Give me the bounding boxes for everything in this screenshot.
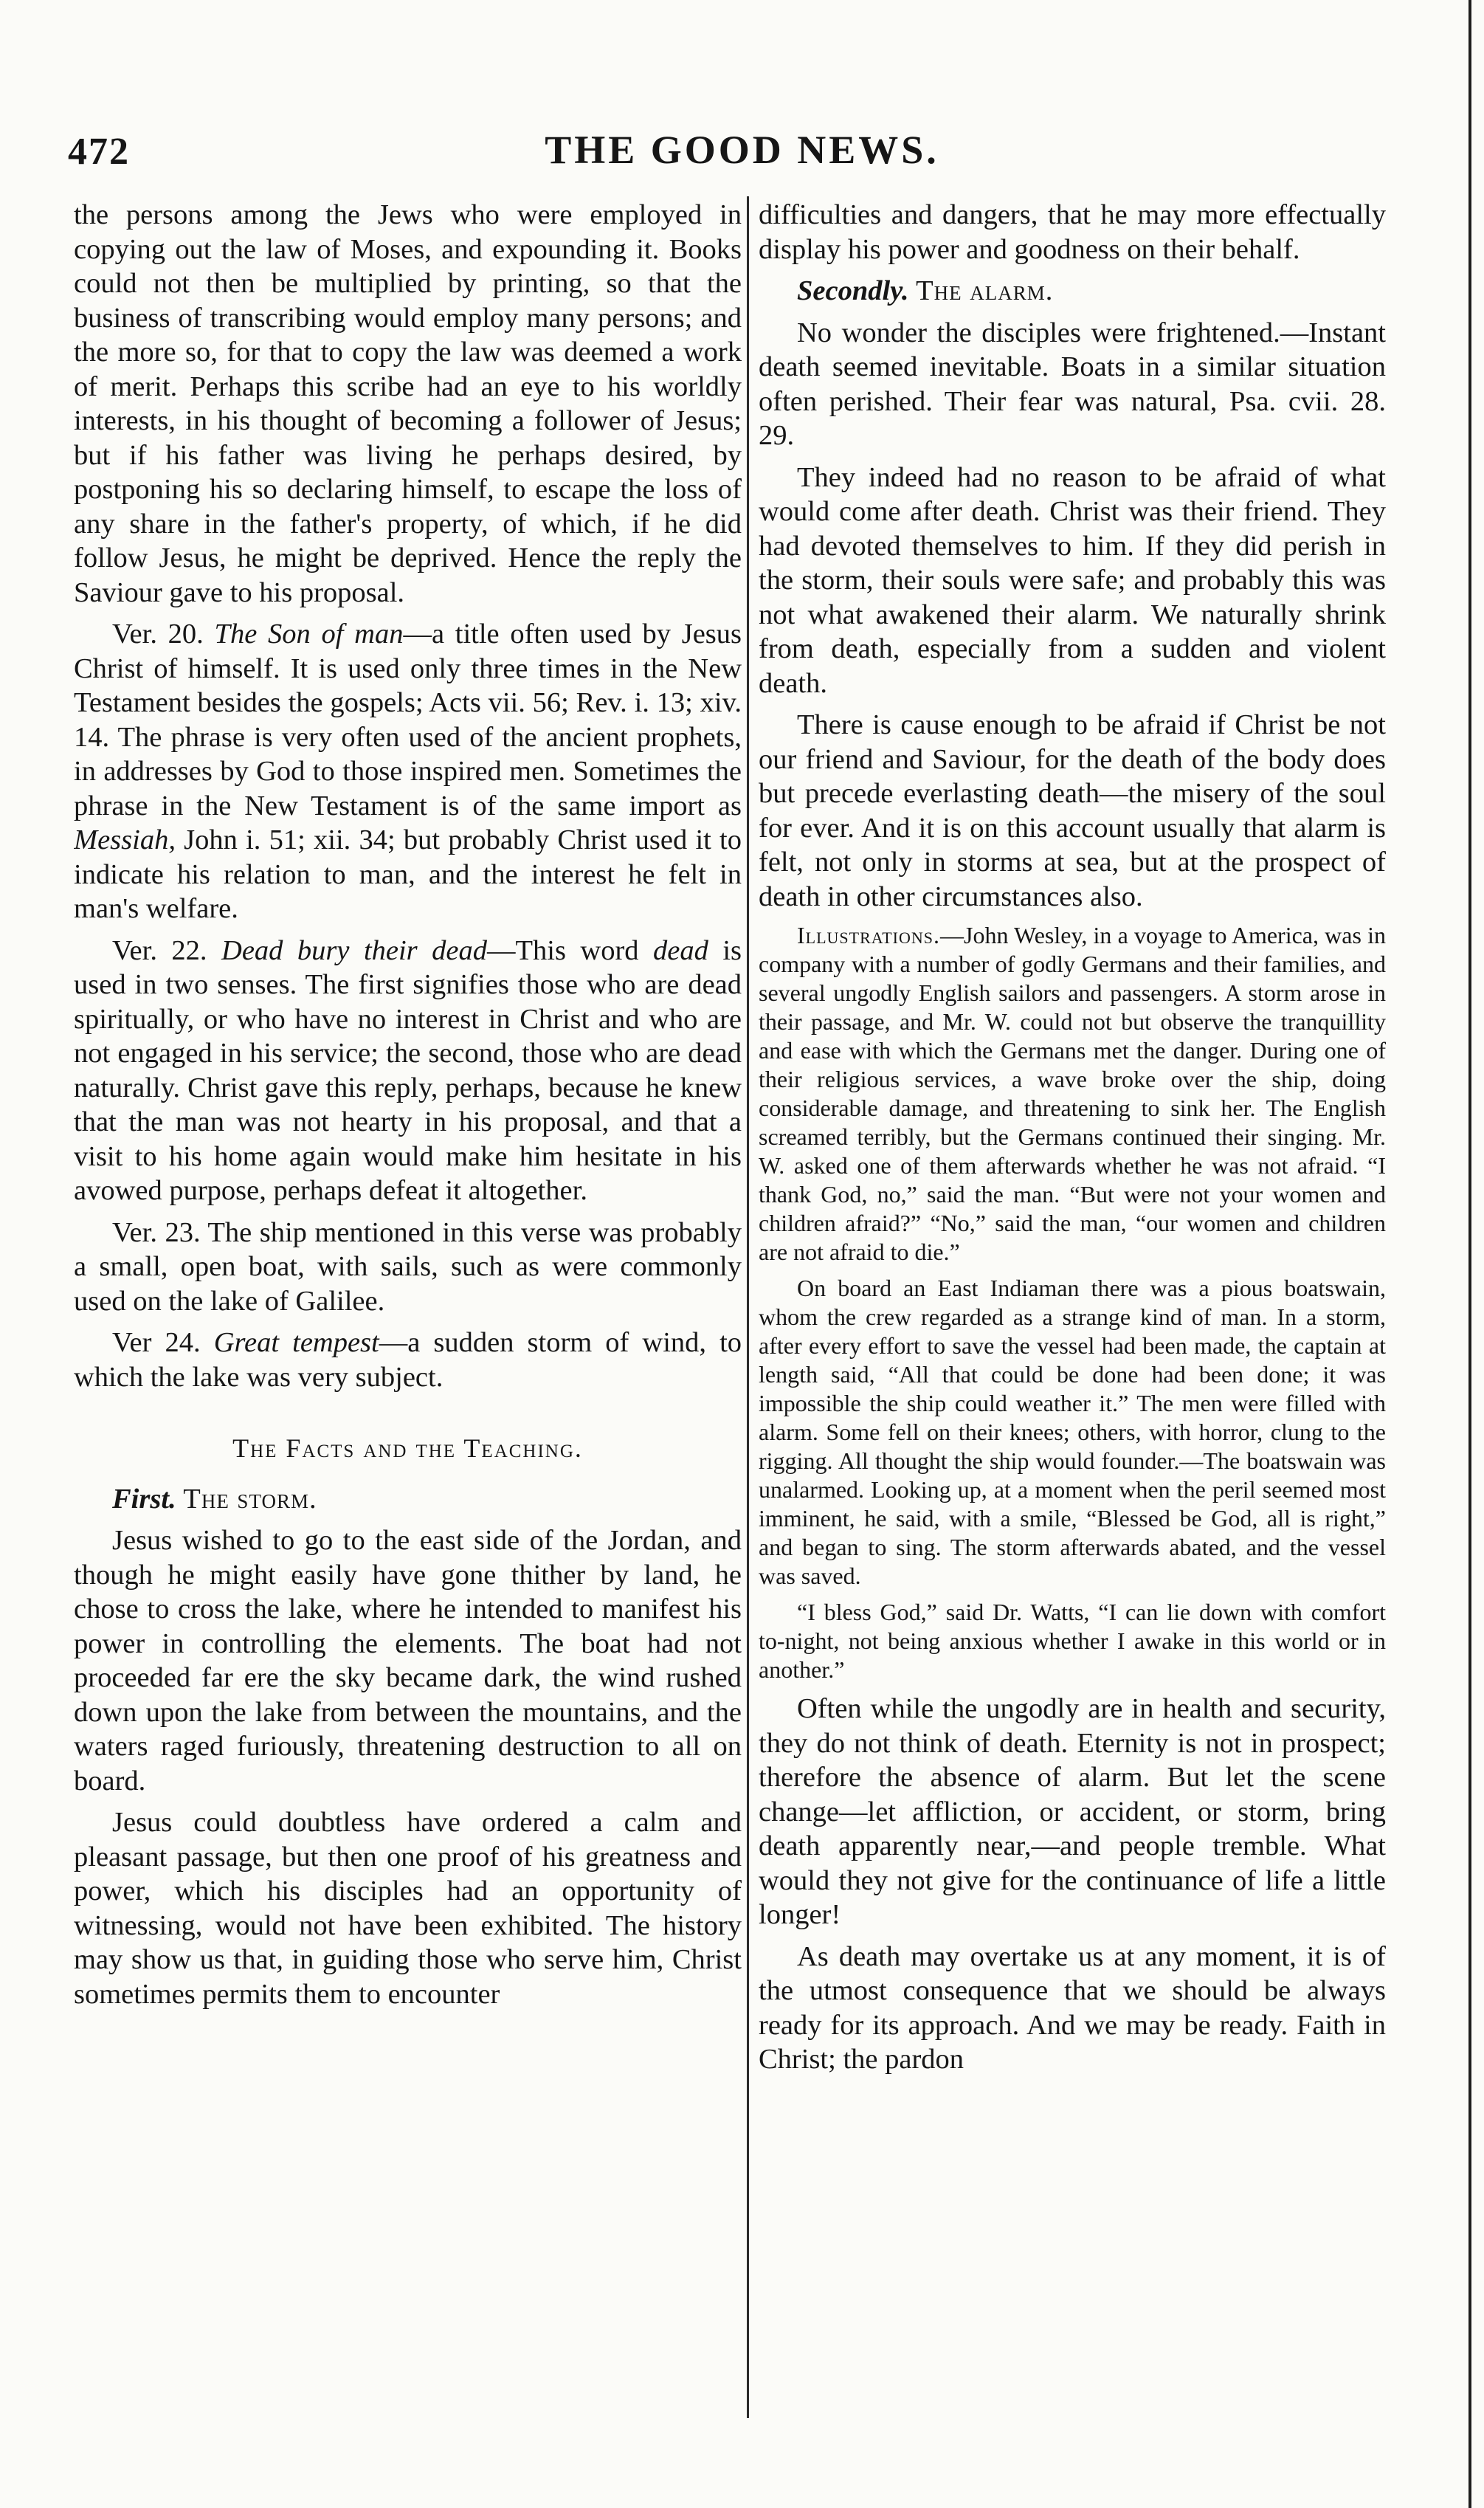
illustration-boatswain: On board an East Indiaman there was a pious boatswain, whom the crew regarded as a strange kind of man. In a storm, after every effort to save the vessel had been made, the captain at length said, “All that could be done had been done; it was impossible the ship could weather it.” The men were filled with alarm. Some fell on their knees; others, with horror, clung to the rigging. All thought the ship would founder.—The boatswain was unalarmed. Looking up, at a moment when the peril seemed most imminent, he said, with a smile, “Blessed be God, all is right,” and began to sing. The storm afterwards abated, and the vessel was saved. [759,1275,1386,1589]
verse-note-22 [74,934,742,1208]
verse-ref: Ver. 20. [112,619,204,650]
subsection-label: First. [112,1483,176,1515]
verse-text: The ship mentioned in this verse was probably a small, open boat, with sails, such as were commonly used on the lake of Galilee. [74,1216,742,1317]
verse-text: —a sudden storm of wind, to which the lake was very subject. [74,1327,742,1393]
illustration-text: —John Wesley, in a voyage to America, was in company with a number of godly Germans and their families, and several ungodly English sailors and passengers. A storm arose in their passage, and Mr. W. could not but observe the tranquillity and ease with which the Germans met the danger. During one of their religious services, a wave broke over the ship, doing considerable damage, and threatening to sink her. The English screamed terribly, but the Germans continued their singing. Mr. W. asked one of them afterwards whether he was not afraid. “I thank God, no,” said the man. “But were not your women and children afraid?” “No,” said the man, “our women and children are not afraid to die.” [759,922,1386,1265]
page-edge-rule [1469,0,1471,2508]
subsection-heading-first [74,1482,742,1517]
page-number: 472 [68,131,130,173]
verse-note-24 [74,1326,742,1394]
subsection-label: Secondly. [797,275,909,306]
subsection-title: The storm. [183,1483,317,1515]
verse-text: —This word [486,934,639,966]
verse-text: John i. 51; xii. 34; but probably Christ used it to indicate his relation to man, and the interest he felt in man's welfare. [74,824,742,924]
verse-ref: Ver. 22. [112,934,207,966]
column-divider [747,196,749,2418]
paragraph-final-2: As death may overtake us at any moment, it is of the utmost consequence that we should be always ready for its approach. And we may be ready. Faith in Christ; the pardon [759,1940,1386,2075]
paragraph-scribe: the persons among the Jews who were employed in copying out the law of Moses, and expounding it. Books could not then be multiplied by printing, so that the business of transcribing would employ many persons; and the more so, for that to copy the law was deemed a work of merit. Perhaps this scribe had an eye to his worldly interests, in his thought of becoming a follower of Jesus; but if his father was living he perhaps desired, by postponing his so declaring himself, to escape the loss of any share in the father's property, of which, if he did follow Jesus, he might be deprived. Hence the reply the Saviour gave to his proposal. [74,199,742,608]
verse-term-dead: dead [653,934,708,966]
paragraph-storm-1: Jesus wished to go to the east side of the Jordan, and though he might easily have gone thither by land, he chose to cross the lake, where he intended to manifest his power in controlling the elements. The boat had not proceeded far ere the sky became dark, the wind rushed down upon the lake from between the mountains, and the waters raged furiously, threatening destruction to all on board. [74,1525,742,1796]
verse-term: The Son of man [214,619,404,650]
subsection-heading-second [759,274,1386,309]
verse-note-20 [74,617,742,926]
illustrations-label: Illustrations. [797,922,940,948]
paragraph-alarm-2: They indeed had no reason to be afraid of what would come after death. Christ was their friend. They had devoted themselves to him. If they did perish in the storm, their souls were safe; and probably this was not what awakened their alarm. We naturally shrink from death, especially from a sudden and violent death. [759,461,1386,699]
paragraph-alarm-3: There is cause enough to be afraid if Christ be not our friend and Saviour, for the death of the body does but precede everlasting death—the misery of the soul for ever. And it is on this account usually that alarm is felt, not only in storms at sea, but at the prospect of death in other circumstances also. [759,709,1386,912]
section-title: The Facts and the Teaching. [232,1433,583,1463]
verse-ref: Ver 24. [112,1327,201,1358]
verse-note-23 [74,1216,742,1319]
paragraph-storm-2: Jesus could doubtless have ordered a calm and pleasant passage, but then one proof of his greatness and power, which his disciples had an opportunity of witnessing, would not have been exhibited. The history may show us that, in guiding those who serve him, Christ sometimes permits them to encounter [74,1807,742,2010]
paragraph-continued: difficulties and dangers, that he may more effectually display his power and goodness on their behalf. [759,199,1386,265]
verse-term-messiah: Messiah, [74,824,176,855]
running-head-title: THE GOOD NEWS. [545,128,939,172]
verse-text: is used in two senses. The first signifies those who are dead spiritually, or who have no interest in Christ and who are not engaged in his service; the second, those who are dead naturally. Christ gave this reply, perhaps, because he knew that the man was not hearty in his proposal, and that a visit to his home again would make him hesitate in his avowed purpose, perhaps defeat it altogether. [74,934,742,1206]
paragraph-alarm-1: No wonder the disciples were frightened.—Instant death seemed inevitable. Boats in a similar situation often perished. Their fear was natural, Psa. cvii. 28. 29. [759,317,1386,451]
subsection-title: The alarm. [916,275,1054,306]
verse-ref: Ver. 23. [112,1216,201,1248]
right-column [759,198,1386,2471]
left-column [74,198,742,2471]
verse-term: Dead bury their dead [221,934,487,966]
paragraph-final-1: Often while the ungodly are in health and security, they do not think of death. Eternity is not in prospect; therefore the absence of alarm. But let the scene change—let affliction, or accident, or storm, bring death apparently near,—and people tremble. What would they not give for the continuance of life a little longer! [759,1693,1386,1930]
illustration-wesley [759,921,1386,1267]
illustration-watts: “I bless God,” said Dr. Watts, “I can lie down with comfort to-night, not being anxious whether I awake in this world or in another.” [759,1599,1386,1683]
verse-text: —a title often used by Jesus Christ of himself. It is used only three times in the New Testament besides the gospels; Acts vii. 56; Rev. i. 13; xiv. 14. The phrase is very often used of the ancient prophets, in addresses by God to those inspired men. Sometimes the phrase in the New Testament is of the same import as [74,619,742,821]
verse-term: Great tempest [213,1327,379,1358]
